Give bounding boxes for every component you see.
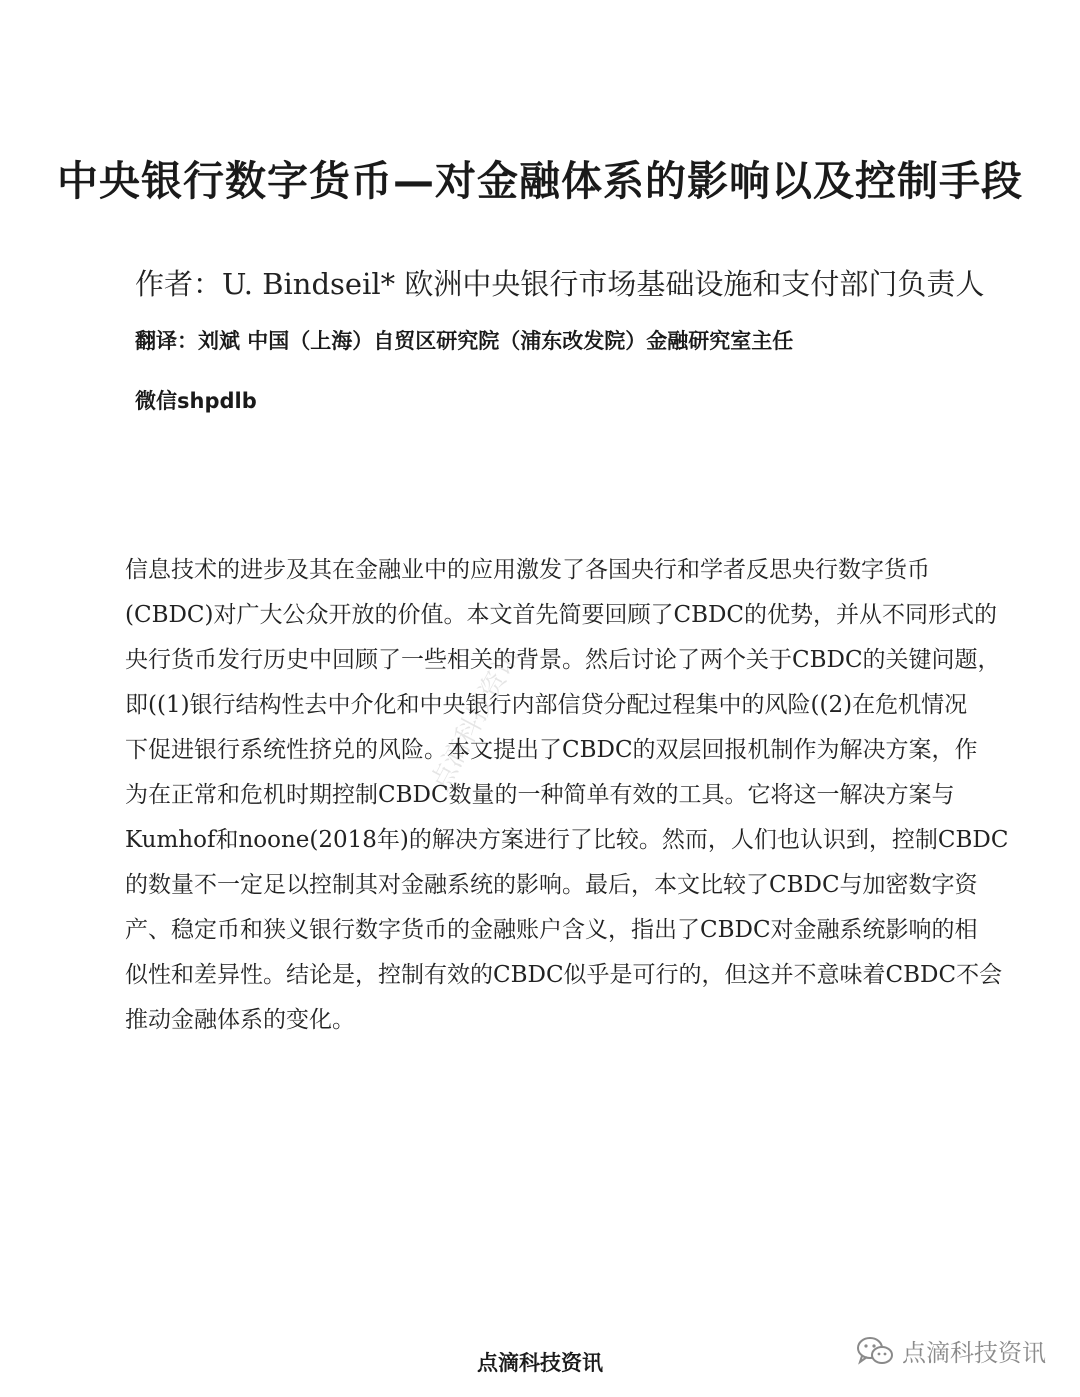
watermark: 点滴科技资讯 <box>425 643 526 796</box>
abstract-line: 的数量不一定足以控制其对金融系统的影响。最后，本文比较了CBDC与加密数字资 <box>125 872 978 898</box>
abstract-line: Kumhof和noone(2018年)的解决方案进行了比较。然而，人们也认识到，控制CBDC <box>125 827 1009 853</box>
abstract-line: 似性和差异性。结论是，控制有效的CBDC似乎是可行的，但这并不意味着CBDC不会 <box>125 962 1003 988</box>
abstract-line: 央行货币发行历史中回顾了一些相关的背景。然后讨论了两个关于CBDC的关键问题， <box>125 647 1001 673</box>
abstract-line: 产、稳定币和狭义银行数字货币的金融账户含义，指出了CBDC对金融系统影响的相 <box>125 917 978 943</box>
abstract-line: 信息技术的进步及其在金融业中的应用激发了各国央行和学者反思央行数字货币 <box>125 557 930 583</box>
abstract <box>125 548 1030 1043</box>
author-line: 作者：U. Bindseil* 欧洲中央银行市场基础设施和支付部门负责人 <box>135 267 985 301</box>
wechat-account-name: 点滴科技资讯 <box>902 1339 1046 1367</box>
abstract-line: 即((1)银行结构性去中介化和中央银行内部信贷分配过程集中的风险((2)在危机情况 <box>125 692 968 718</box>
translator-line: 翻译：刘斌 中国（上海）自贸区研究院（浦东改发院）金融研究室主任 <box>135 329 794 353</box>
footer-source: 点滴科技资讯 <box>477 1351 603 1375</box>
abstract-line: (CBDC)对广大公众开放的价值。本文首先简要回顾了CBDC的优势，并从不同形式的 <box>125 602 998 628</box>
wechat-id: 微信shpdlb <box>135 389 257 413</box>
abstract-line: 为在正常和危机时期控制CBDC数量的一种简单有效的工具。它将这一解决方案与 <box>125 782 955 808</box>
wechat-icon <box>856 1336 894 1366</box>
wechat-account-badge <box>856 1333 1046 1368</box>
abstract-line: 推动金融体系的变化。 <box>125 1007 355 1033</box>
document-title: 中央银行数字货币—对金融体系的影响以及控制手段 <box>57 157 1023 205</box>
abstract-line: 下促进银行系统性挤兑的风险。本文提出了CBDC的双层回报机制作为解决方案，作 <box>125 737 978 763</box>
